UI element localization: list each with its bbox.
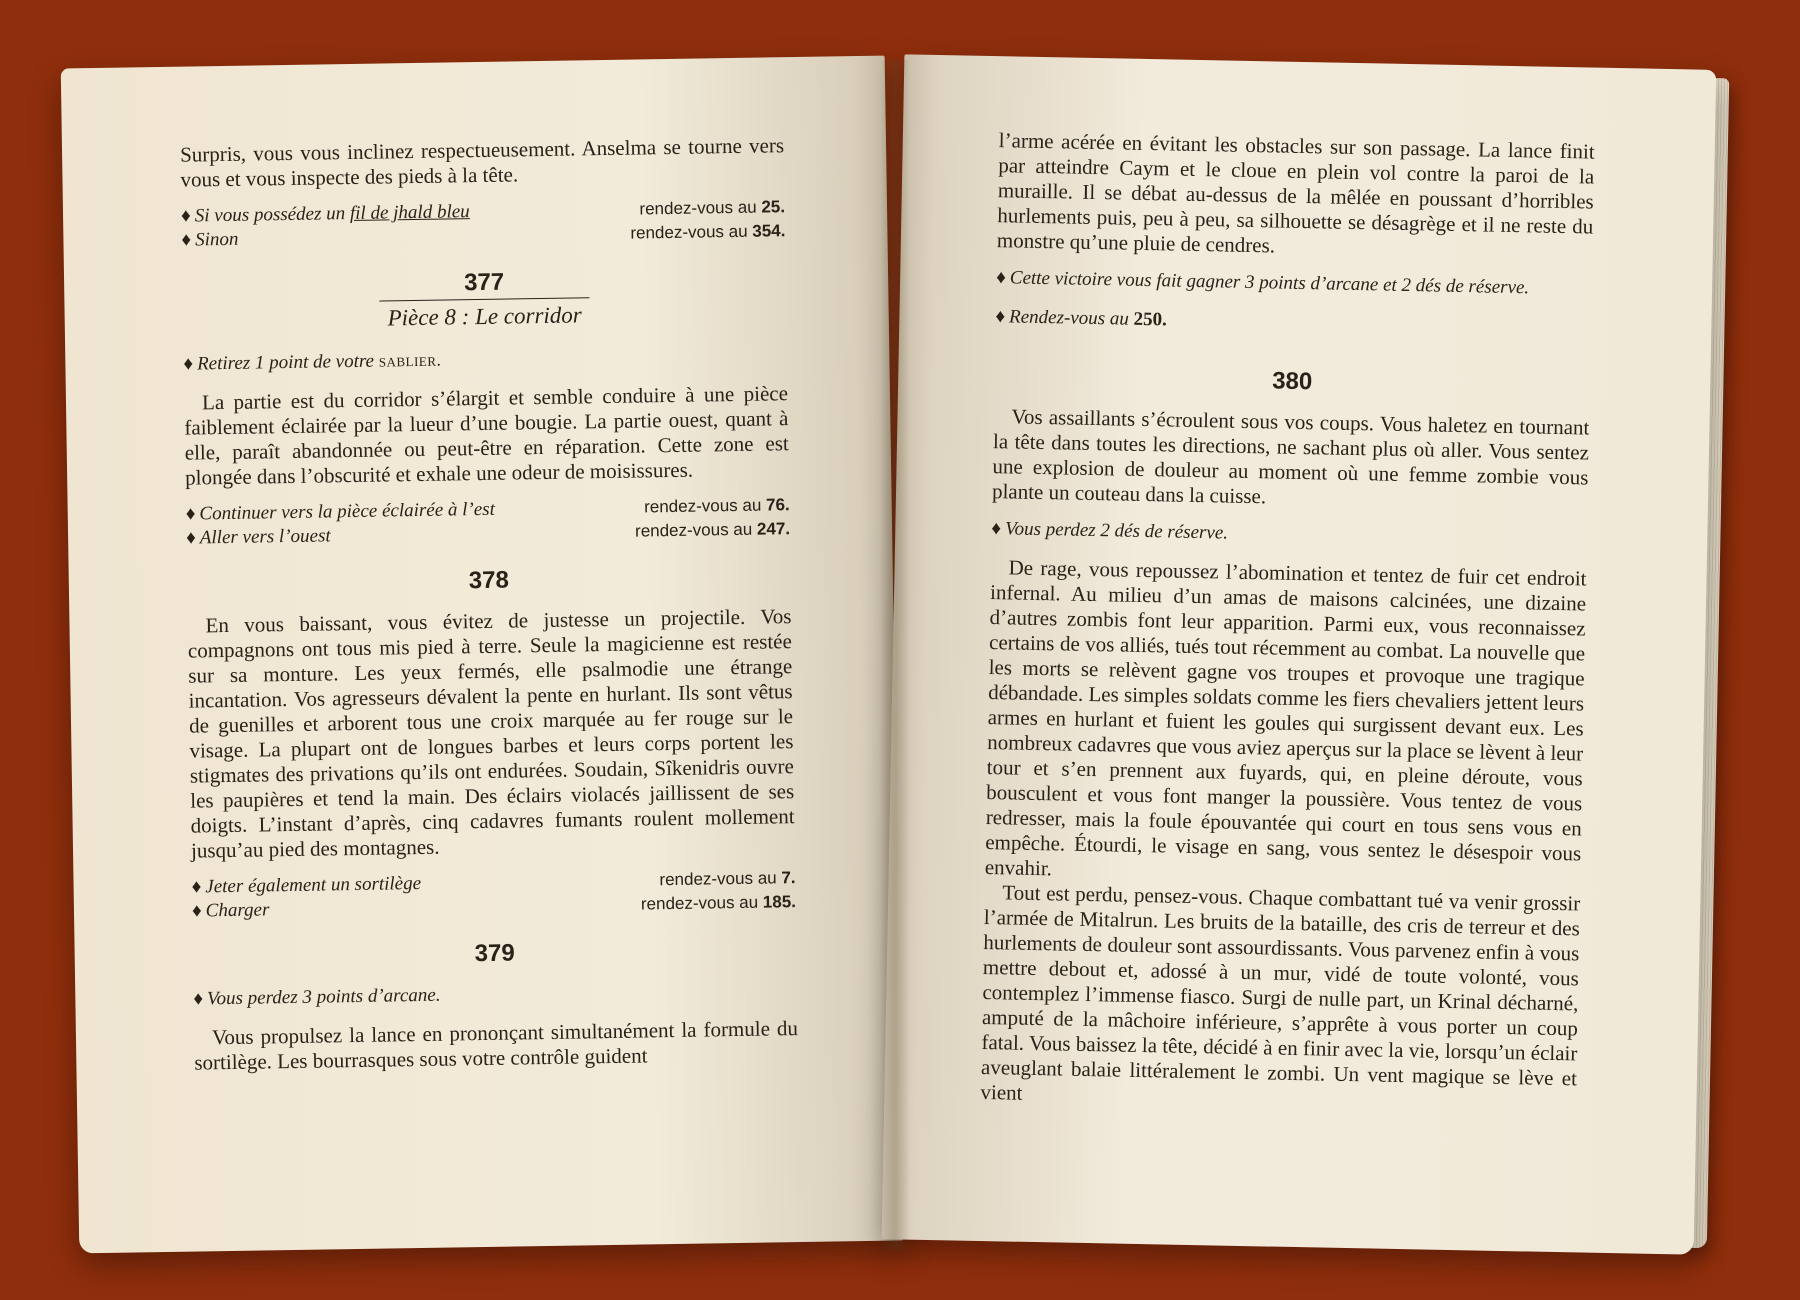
book-spine-shadow [880, 60, 910, 1250]
section-divider [379, 297, 589, 301]
goto-number: 250. [1133, 308, 1168, 331]
left-page [61, 56, 904, 1254]
section-number-377: 377 [463, 268, 505, 297]
choice-ref-text: rendez-vous au [659, 868, 782, 890]
section-number-379: 379 [474, 939, 515, 968]
choice-ref-number: 354. [752, 221, 786, 241]
choice-ref-text: rendez-vous au [644, 495, 767, 517]
choice-label: Jeter également un sortilège [205, 872, 422, 898]
section-title-377: Pièce 8 : Le corridor [387, 302, 582, 331]
choice-ref-text: rendez-vous au [630, 221, 753, 243]
choices-377 [186, 493, 791, 550]
choice-ref-text: rendez-vous au [639, 197, 762, 219]
instruction-380: ♦ Vous perdez 2 dés de réserve. [991, 518, 1229, 544]
continued-paragraph: l’arme acérée en évitant les obstacles sur son passage. La lance finit par atteindre Caym et le cloue en plein vol contre la paroi de la muraille. Il se débat au-dessus de la mêlée en poussant d’horribles hurlements puis, peu à peu, sa silhouette se désagrège et il ne reste du monstre qu’une pluie de cendres. [996, 128, 1595, 258]
choice-ref-number: 185. [762, 892, 797, 912]
paragraph-379: Vous propulsez la lance en prononçant simultanément la formule du sortilège. Les bourrasques sous votre contrôle guident [194, 1016, 799, 1075]
choices-378 [191, 866, 796, 923]
choice-label: Aller vers l’ouest [199, 525, 331, 549]
diamond-bullet-icon: ♦ [183, 353, 194, 375]
choice-ref-text: rendez-vous au [634, 519, 758, 541]
choice-label: Si vous possédez un [194, 203, 351, 227]
choice-ref-number: 7. [781, 868, 796, 888]
item-name: fil de jhald bleu [349, 201, 470, 225]
paragraph-377: La partie est du corridor s’élargit et semble conduire à une pièce faiblement éclairée par la lueur d’une bougie. La partie ouest, quant à elle, paraît abandonnée ou peut-être en réparation. Cette zone est plongée dans l’obscurité et exhale une odeur de moisissures. [184, 381, 789, 490]
choice-label: Charger [205, 899, 270, 922]
diamond-bullet-icon: ♦ [995, 306, 1006, 328]
diamond-bullet-icon: ♦ [191, 900, 202, 922]
instruction-goto[interactable]: ♦ Rendez-vous au 250. [995, 306, 1168, 331]
diamond-bullet-icon: ♦ [185, 527, 197, 549]
instruction-379: ♦ Vous perdez 3 points d’arcane. [193, 984, 441, 1010]
opening-paragraph: Surpris, vous vous inclinez respectueusement. Anselma se tourne vers vous et vous inspecte des pieds à la tête. [179, 133, 785, 192]
choice-label: Continuer vers la pièce éclairée à l’est [199, 498, 496, 525]
diamond-bullet-icon: ♦ [191, 876, 202, 898]
instruction-377: ♦ Retirez 1 point de votre sablier. [183, 349, 442, 375]
instruction-victory: ♦ Cette victoire vous fait gagner 3 points d’arcane et 2 dés de réserve. [995, 267, 1530, 299]
right-page-content [980, 128, 1595, 1128]
paragraph-380-1: Vos assaillants s’écroulent sous vos coups. Vous haletez en tournant la tête dans toutes les directions, ne sachant plus où aller. Vous sentez une explosion de douleur au moment où une femme zombie vous plante un couteau dans la cuisse. [991, 404, 1590, 509]
choice-ref-number: 25. [761, 197, 786, 217]
right-page [882, 54, 1717, 1254]
choice-label: Sinon [194, 228, 239, 251]
choices-top [181, 195, 786, 252]
paragraph-380-3: Tout est perdu, pensez-vous. Chaque combattant tué va venir grossir l’armée de Mitalrun. Les bruits de la bataille, des cris de terreur et des hurlements de douleur sont assourdissants. Vous parvenez enfin à vous mettre debout et, adossé à un mur, vidé de toute volonté, vous contemplez l’immense fiasco. Surgi de nulle part, un Krinal décharné, amputé de la mâchoire inférieure, s’apprête à vous porter un coup fatal. Vous baissez la tête, décidé à en finir avec la vie, lorsqu’un éclair aveuglant balaie littéralement le zombi. Un vent magique se lève et vient [980, 880, 1581, 1105]
diamond-bullet-icon: ♦ [991, 518, 1002, 540]
diamond-bullet-icon: ♦ [193, 988, 204, 1010]
section-number-380: 380 [1271, 367, 1313, 396]
paragraph-380-2: De rage, vous repoussez l’abomination et tentez de fuir cet endroit infernal. Au milieu d’un amas de maisons calcinées, une dizaine d’autres zombis font leur apparition. Parmi eux, vous reconnaissez certains de vos alliés, tués tout récemment au combat. La nouvelle que les morts se relèvent gagne vos troupes et provoque une tragique débandade. Les simples soldats comme les fiers chevaliers jettent leurs armes en hurlant et fuient les goules qui surgissent devant eux. Les nombreux cadavres que vous aviez aperçus sur la place se lèvent à leur tour et s’en prennent aux fuyards, qui, en pleine déroute, vous bousculent et vous font manger la poussière. Vous tentez de vous redresser, mais la foule épouvantée qui court en tous sens vous en empêche. Étourdi, le visage en sang, vous sentez le désespoir vous envahir. [984, 555, 1587, 881]
choice-ref-number: 76. [765, 495, 790, 515]
section-number-378: 378 [468, 566, 510, 595]
diamond-bullet-icon: ♦ [180, 205, 191, 227]
choice-ref-text: rendez-vous au [640, 892, 763, 914]
paragraph-378: En vous baissant, vous évitez de justesse un projectile. Vos compagnons ont tous mis pied à terre. Seule la magicienne est restée sur sa monture. Les yeux fermés, elle psalmodie une étrange incantation. Vos agresseurs dévalent la pente en hurlant. Ils sont vêtus de guenilles et arborent tous une croix marquée au fer rouge sur le visage. La plupart ont de longues barbes et leurs corps portent les stigmates des privations qu’ils ont endurées. Soudain, Sîkenidris ouvre les paupières et tend la main. Des éclairs violacés jaillissent de ses doigts. L’instant d’après, cinq cadavres fumants roulent mollement jusqu’au pied des montagnes. [187, 604, 795, 863]
diamond-bullet-icon: ♦ [181, 229, 192, 251]
left-page-content [180, 133, 799, 1087]
choice-ref-number: 247. [756, 519, 791, 539]
diamond-bullet-icon: ♦ [995, 267, 1007, 289]
diamond-bullet-icon: ♦ [185, 503, 196, 525]
